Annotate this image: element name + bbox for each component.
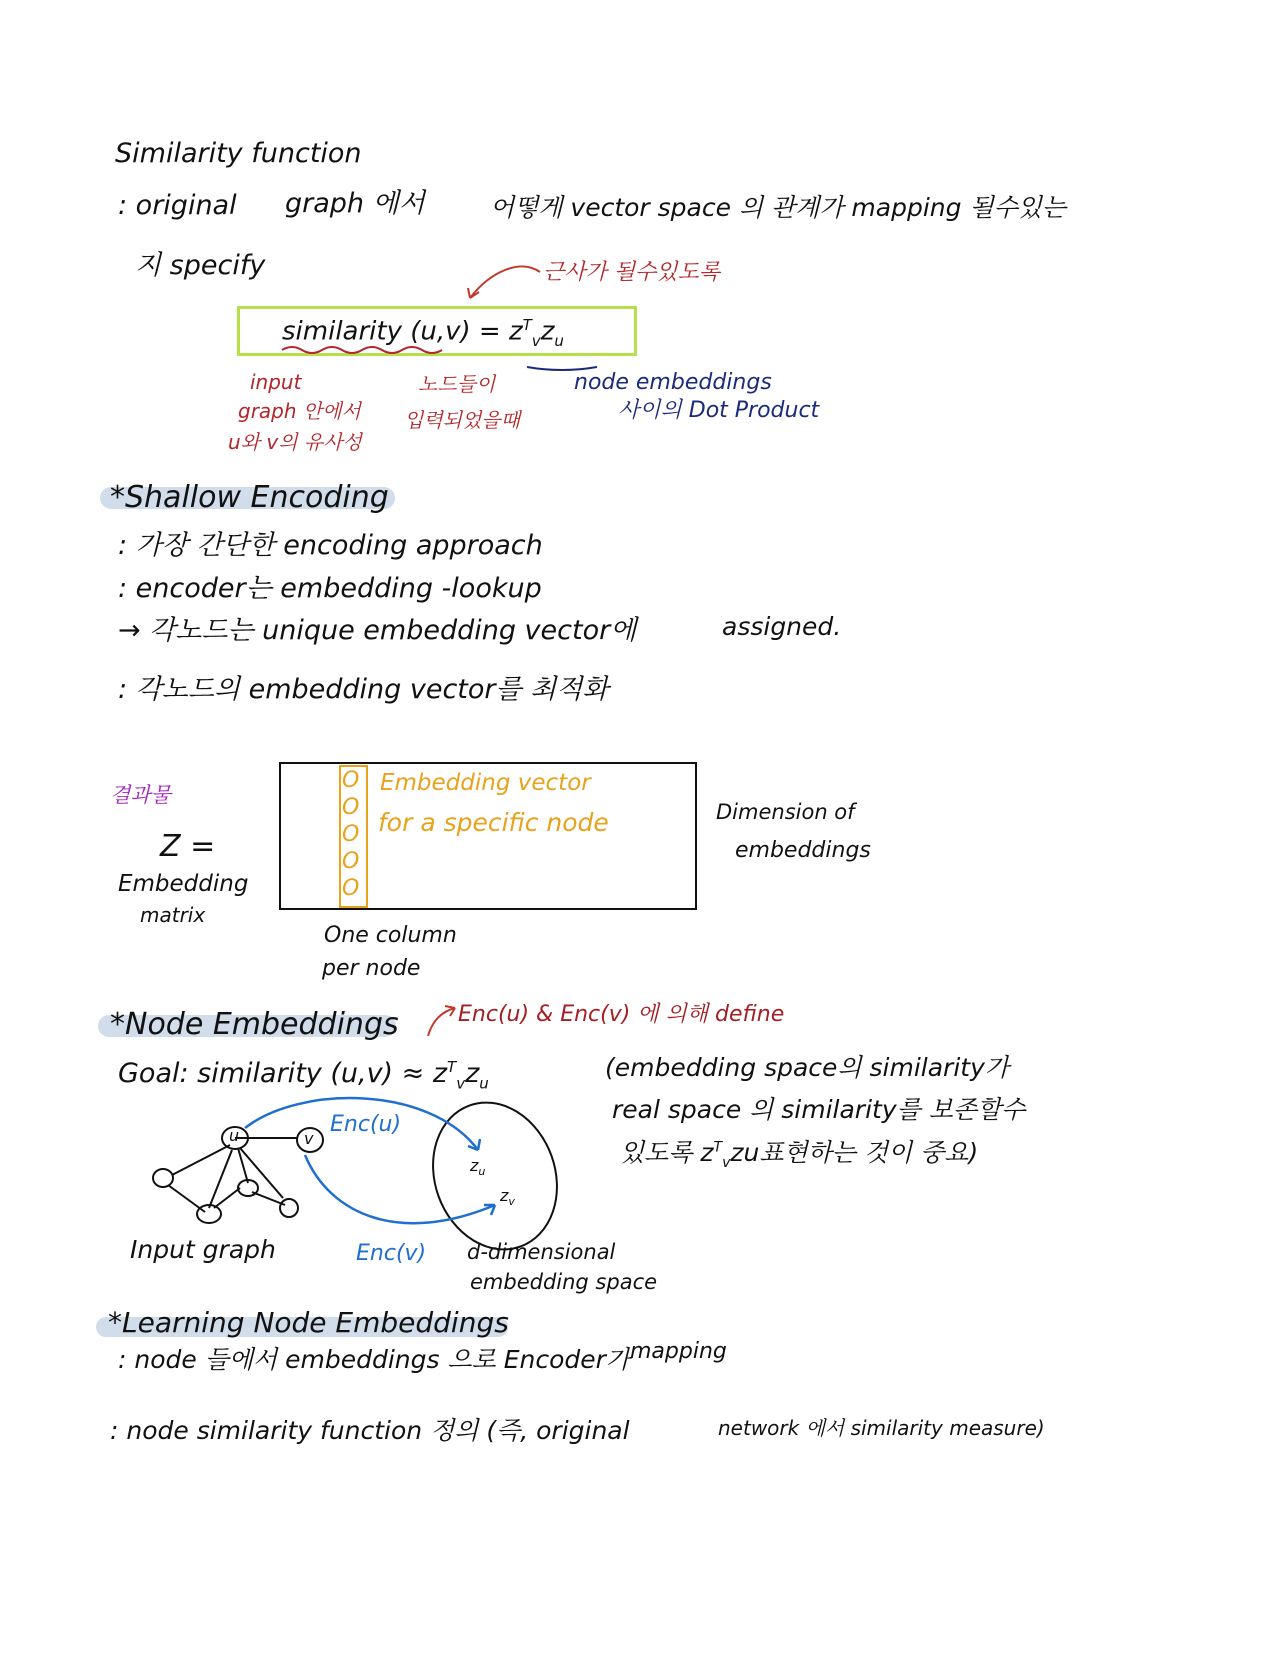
goal-sup: T [447, 1058, 457, 1076]
annot-dot-1: node embeddings [574, 370, 772, 395]
annot-dot-2: 사이의 Dot Product [618, 398, 820, 423]
zu-point [470, 1158, 485, 1177]
formula-sup: T [522, 316, 532, 334]
space-label-2: embedding space [470, 1270, 658, 1294]
column-label-2: per node [322, 956, 421, 981]
similarity-line1-a: : original [118, 190, 237, 221]
similarity-line1-b: graph 에서 [285, 188, 425, 219]
input-graph-label: Input graph [130, 1235, 276, 1264]
annot-input-2: graph 안에서 [238, 399, 361, 423]
formula-sub-u: u [554, 331, 564, 350]
node-embeddings-title: *Node Embeddings [110, 1007, 399, 1042]
zu-z: z [470, 1156, 479, 1175]
learning-title: *Learning Node Embeddings [108, 1306, 509, 1339]
note3-sub-v: v [722, 1155, 731, 1171]
annot-approx: 근사가 될수있도록 [543, 260, 721, 285]
result-label: 결과물 [110, 783, 171, 807]
goal-note-3 [620, 1140, 978, 1170]
zv-point [500, 1188, 515, 1207]
similarity-line1-c: 어떻게 vector space 의 관계가 mapping 될수있는 [490, 193, 1067, 222]
note3-end: u표현하는 것이 중요) [743, 1138, 979, 1167]
enc-define-annot: Enc(u) & Enc(v) 에 의해 define [458, 1002, 785, 1027]
learning-line1-b: mapping [630, 1339, 727, 1364]
vector-label-1: Embedding vector [380, 770, 591, 796]
similarity-function-title: Similarity function [115, 138, 362, 169]
similarity-formula [282, 318, 564, 349]
annot-nodes-1: 노드들이 [418, 372, 496, 396]
vector-label-2: for a specific node [378, 808, 609, 837]
shallow-line3-b: assigned. [722, 612, 842, 641]
learning-line2-a: : node similarity function 정의 (즉, original [110, 1416, 630, 1445]
goal-formula [118, 1060, 489, 1091]
shallow-line2: : encoder는 embedding -lookup [118, 573, 542, 604]
learning-line1-a: : node 들에서 embeddings 으로 Encoder가 [118, 1345, 631, 1374]
column-cell: O [342, 768, 360, 793]
zu-sub: u [478, 1165, 486, 1179]
shallow-line1: : 가장 간단한 encoding approach [118, 530, 543, 561]
similarity-line2: 지 specify [135, 250, 266, 281]
space-label-1: d-dimensional [467, 1240, 616, 1264]
column-cell: O [342, 795, 360, 820]
goal-sub-v: v [456, 1074, 466, 1093]
goal-sub-u: u [479, 1074, 489, 1093]
annot-input-3: u와 v의 유사성 [228, 430, 362, 454]
goal-note-2: real space 의 similarity를 보존할수 [612, 1095, 1026, 1124]
column-cell: O [342, 849, 360, 874]
note3-tail: z [730, 1138, 744, 1167]
zv-z: z [500, 1186, 509, 1205]
note3-main: 있도록 z [620, 1138, 714, 1167]
dimension-label-1: Dimension of [716, 800, 855, 824]
column-cell: O [342, 876, 360, 901]
formula-tail: z [540, 316, 555, 347]
enc-u-label: Enc(u) [330, 1112, 402, 1137]
column-cell: O [342, 822, 360, 847]
embedding-matrix-name-2: matrix [140, 903, 206, 927]
formula-sub-v: v [531, 331, 541, 350]
note3-sup: T [713, 1139, 723, 1156]
shallow-encoding-title: *Shallow Encoding [110, 480, 389, 515]
goal-main: Goal: similarity (u,v) ≈ z [118, 1058, 448, 1089]
column-label-1: One column [324, 923, 457, 948]
z-equals: Z = [160, 829, 216, 864]
dimension-label-2: embeddings [735, 838, 871, 863]
enc-v-label: Enc(v) [356, 1241, 427, 1266]
goal-note-1: (embedding space의 similarity가 [605, 1053, 1010, 1082]
annot-input-1: input [250, 370, 302, 394]
learning-line2-b: network 에서 similarity measure) [718, 1416, 1045, 1440]
goal-tail: z [465, 1058, 480, 1089]
node-u-label: u [229, 1126, 240, 1145]
node-v-label: v [304, 1129, 314, 1148]
shallow-line4: : 각노드의 embedding vector를 최적화 [118, 674, 609, 705]
zv-sub: v [508, 1195, 515, 1209]
formula-main: similarity (u,v) = z [282, 316, 523, 347]
embedding-matrix-name-1: Embedding [118, 871, 249, 897]
shallow-line3-a: → 각노드는 unique embedding vector에 [118, 615, 637, 646]
annot-nodes-2: 입력되었을때 [404, 408, 520, 432]
